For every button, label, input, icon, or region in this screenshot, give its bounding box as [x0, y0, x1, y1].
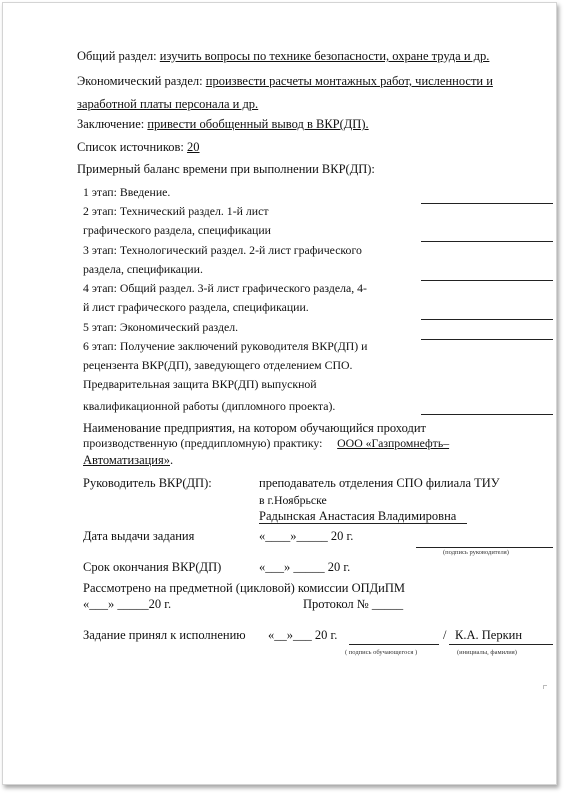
stage-line: графического раздела, спецификации	[83, 223, 271, 237]
stage-line: й лист графического раздела, спецификации.	[83, 300, 309, 314]
accepted-date: «__»___ 20 г.	[268, 628, 338, 642]
conclusion-label: Заключение:	[77, 117, 148, 131]
supervisor-label: Руководитель ВКР(ДП):	[83, 476, 212, 490]
enterprise-practice-label: производственную (преддипломную) практику:	[83, 436, 323, 450]
enterprise-period: .	[170, 453, 174, 467]
stage-line: рецензента ВКР(ДП), заведующего отделением СПО.	[83, 358, 353, 372]
stage-line: 2 этап: Технический раздел. 1-й лист	[83, 204, 269, 218]
student-name: К.А. Перкин	[455, 628, 523, 642]
stage-blank-line	[421, 203, 553, 204]
stage-blank-line	[421, 280, 553, 281]
sources-label: Список источников:	[77, 140, 188, 154]
student-signature-line	[349, 644, 439, 645]
student-signature-caption: ( подпись обучающегося )	[345, 649, 418, 656]
student-name-caption: (инициалы, фамилия)	[457, 649, 517, 656]
margin-mark	[543, 685, 547, 689]
document-page	[2, 2, 557, 785]
stage-blank-line	[421, 241, 553, 242]
economic-section-label: Экономический раздел:	[77, 74, 206, 88]
enterprise-name-1: ООО «Газпромнефть–	[337, 436, 450, 450]
supervisor-city: в г.Ноябрьске	[259, 493, 327, 507]
conclusion-value: привести обобщенный вывод в ВКР(ДП).	[147, 117, 369, 131]
stage-blank-line	[421, 319, 553, 320]
conclusion-line	[77, 117, 369, 131]
stage-line: Предварительная защита ВКР(ДП) выпускной	[83, 377, 317, 391]
commission-protocol: Протокол № _____	[303, 597, 404, 611]
stage-line: 6 этап: Получение заключений руководителя ВКР(ДП) и	[83, 339, 368, 353]
deadline-value: «___» _____ 20 г.	[259, 560, 351, 574]
student-name-line	[449, 644, 553, 645]
supervisor-position: преподаватель отделения СПО филиала ТИУ	[259, 476, 500, 490]
enterprise-line-3	[83, 453, 173, 467]
stage-blank-line	[421, 339, 553, 340]
stage-line: 4 этап: Общий раздел. 3-й лист графического раздела, 4-	[83, 281, 367, 295]
supervisor-signature-line	[416, 547, 553, 548]
accepted-label: Задание принял к исполнению	[83, 628, 246, 642]
commission-line: Рассмотрено на предметной (цикловой) комиссии ОПДиПМ	[83, 581, 405, 595]
stage-line: раздела, спецификации.	[83, 262, 203, 276]
time-balance-heading: Примерный баланс времени при выполнении ВКР(ДП):	[77, 162, 375, 176]
enterprise-line-1: Наименование предприятия, на котором обучающийся проходит	[83, 421, 426, 435]
stage-line: 1 этап: Введение.	[83, 185, 171, 199]
general-section-value: изучить вопросы по технике безопасности, охране труда и др.	[159, 49, 490, 63]
general-section-label: Общий раздел:	[77, 49, 160, 63]
enterprise-name-2: Автоматизация»	[83, 453, 170, 467]
deadline-label: Срок окончания ВКР(ДП)	[83, 560, 222, 574]
sources-value: 20	[187, 140, 200, 154]
supervisor-underline	[259, 523, 467, 524]
supervisor-signature-caption: (подпись руководителя)	[443, 549, 509, 556]
accepted-slash: /	[443, 628, 447, 642]
stage-line: квалификационной работы (дипломного проекта).	[83, 399, 336, 413]
issue-date-value: «____»_____ 20 г.	[259, 529, 354, 543]
commission-date: «___» _____20 г.	[83, 597, 172, 611]
general-section-line	[77, 49, 489, 63]
issue-date-label: Дата выдачи задания	[83, 529, 195, 543]
stage-blank-line	[421, 414, 553, 415]
supervisor-name: Радынская Анастасия Владимировна	[259, 509, 457, 523]
economic-section-value-1: произвести расчеты монтажных работ, численности и	[205, 74, 493, 88]
sources-line	[77, 140, 200, 154]
enterprise-line-2	[83, 436, 449, 450]
economic-section-line	[77, 74, 493, 88]
stage-line: 3 этап: Технологический раздел. 2-й лист графического	[83, 243, 362, 257]
economic-section-value-2: заработной платы персонала и др.	[77, 97, 259, 111]
stage-line: 5 этап: Экономический раздел.	[83, 320, 239, 334]
